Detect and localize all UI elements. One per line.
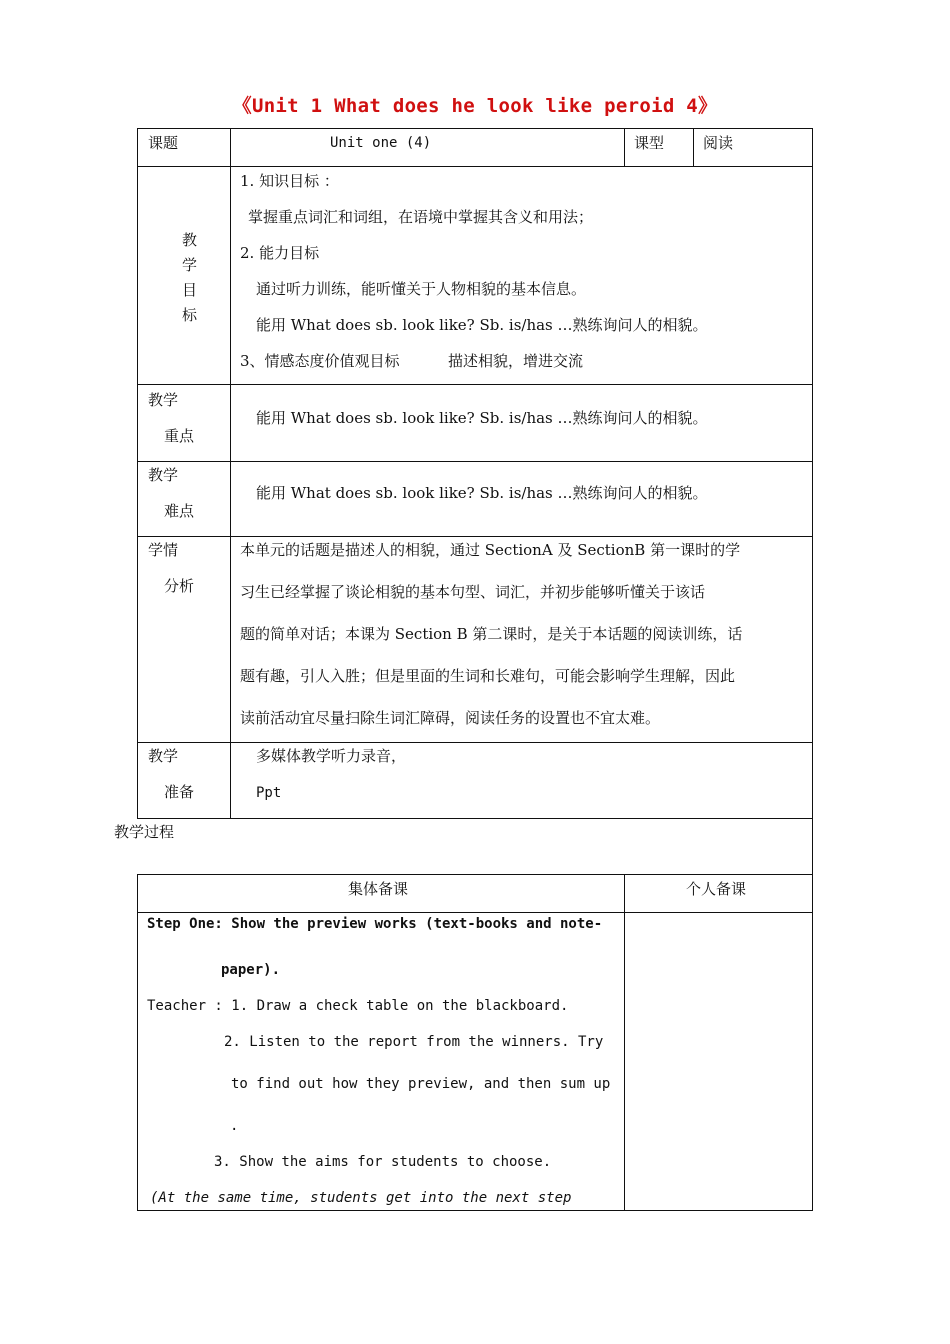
personal-prep-header: 个人备课 — [686, 880, 747, 898]
key-points-text: 能用 What does sb. look like? Sb. is/has …熟练询问人的相貌。 — [256, 409, 708, 427]
objective-line: 1. 知识目标 ： — [240, 172, 339, 190]
preparation-label: 准备 — [164, 783, 195, 801]
teacher-item-2: 2. Listen to the report from the winners. Try — [224, 1034, 604, 1050]
analysis-label: 分析 — [164, 577, 195, 595]
objective-line: 通过听力训练，能听懂关于人物相貌的基本信息。 — [256, 280, 587, 298]
key-points-label: 重点 — [164, 427, 195, 445]
step-one-title: Step One: Show the preview works (text-books and note- — [147, 916, 603, 932]
teacher-item-2-cont: to find out how they preview, and then sum up — [231, 1076, 611, 1092]
preparation-line: 多媒体教学听力录音， — [256, 747, 407, 765]
step-one-title-cont: paper). — [221, 962, 281, 978]
objectives-label-3: 目 — [182, 281, 198, 299]
teacher-item-3: 3. Show the aims for students to choose. — [214, 1154, 552, 1170]
analysis-line: 题有趣，引人入胜；但是里面的生词和长难句，可能会影响学生理解，因此 — [240, 667, 736, 685]
objectives-label-2: 学 — [182, 256, 198, 274]
analysis-label: 学情 — [148, 541, 179, 559]
objective-line: 3、情感态度价值观目标 — [240, 352, 400, 370]
difficulties-text: 能用 What does sb. look like? Sb. is/has …熟练询问人的相貌。 — [256, 484, 708, 502]
difficulties-label: 难点 — [164, 502, 195, 520]
difficulties-label: 教学 — [148, 466, 179, 484]
analysis-line: 本单元的话题是描述人的相貌，通过 SectionA 及 SectionB 第一课时的学 — [240, 541, 741, 559]
document-title: 《Unit 1 What does he look like peroid 4》 — [232, 95, 718, 117]
objective-line: 掌握重点词汇和词组，在语境中掌握其含义和用法； — [248, 208, 594, 226]
students-note: (At the same time, students get into the next step — [150, 1190, 572, 1206]
group-prep-header: 集体备课 — [348, 880, 409, 898]
objective-line: 描述相貌，增进交流 — [448, 352, 584, 370]
label-lesson-type: 课型 — [634, 134, 665, 152]
analysis-line: 习生已经掌握了谈论相貌的基本句型、词汇，并初步能够听懂关于该话 — [240, 583, 706, 601]
process-label: 教学过程 — [114, 823, 175, 841]
topic-value: Unit one (4) — [330, 135, 432, 151]
preparation-line: Ppt — [256, 785, 282, 801]
teacher-item-2-end: . — [230, 1118, 239, 1134]
teacher-item-1: Teacher : 1. Draw a check table on the blackboard. — [147, 998, 569, 1014]
analysis-line: 读前活动宜尽量扫除生词汇障碍，阅读任务的设置也不宜太难。 — [240, 709, 661, 727]
key-points-label: 教学 — [148, 391, 179, 409]
objectives-label-4: 标 — [182, 306, 198, 324]
lesson-type-value: 阅读 — [703, 134, 734, 152]
analysis-line: 题的简单对话；本课为 Section B 第二课时，是关于本话题的阅读训练，话 — [240, 625, 743, 643]
preparation-label: 教学 — [148, 747, 179, 765]
objective-line: 能用 What does sb. look like? Sb. is/has …熟练询问人的相貌。 — [256, 316, 708, 334]
objectives-label-1: 教 — [182, 231, 198, 249]
objective-line: 2. 能力目标 — [240, 244, 320, 262]
label-topic: 课题 — [148, 134, 179, 152]
